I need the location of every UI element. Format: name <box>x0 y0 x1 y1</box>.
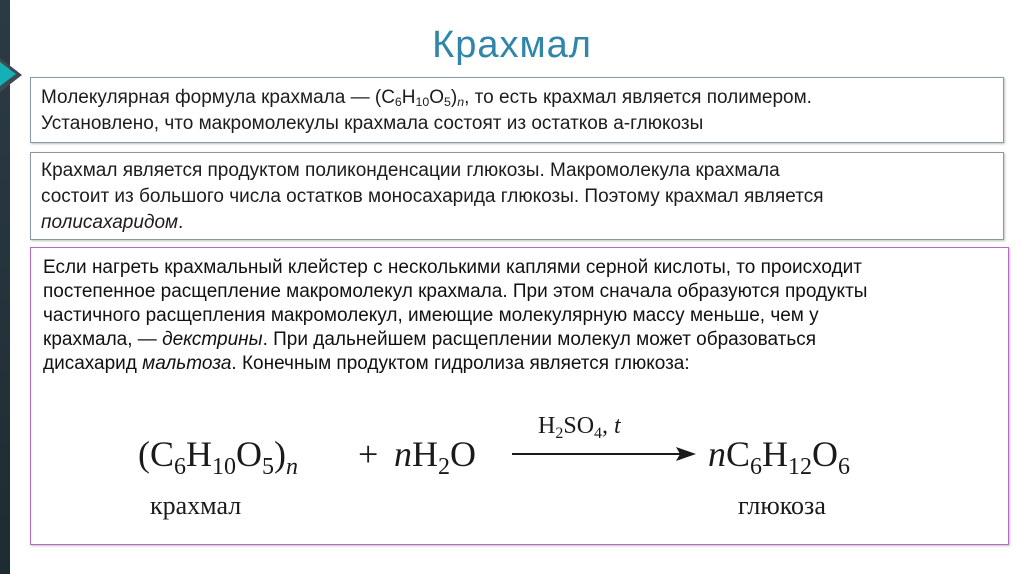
reaction-condition: $H_2SO_4$, t <box>538 413 621 442</box>
formula-close-paren: ) <box>450 87 458 108</box>
formula-subscript-n: n <box>457 95 465 110</box>
dextrin-term: декстрины <box>162 329 263 350</box>
formula-text-start: Молекулярная формула крахмала — (С <box>41 87 395 108</box>
hydrolysis-line-2: постепенное расщепление макромолекул крахмала. При этом сначала образуются продукты <box>43 281 868 302</box>
polysaccharide-line-2: состоит из большого числа остатков моносахарида глюкозы. Поэтому крахмал является <box>41 186 824 207</box>
plus-sign: + <box>358 434 379 474</box>
polysaccharide-line-3 <box>41 210 993 236</box>
hydrolysis-line-1: Если нагреть крахмальный клейстер с несколькими каплями серной кислоты, то происходит <box>43 257 862 278</box>
polysaccharide-term: полисахаридом <box>41 212 179 233</box>
formula-box <box>30 77 1004 143</box>
maltose-term: мальтоза <box>142 353 232 374</box>
reactant-starch-formula: $(C_6H_{10}O_5)_n$ <box>138 434 298 480</box>
polysaccharide-line-1: Крахмал является продуктом поликонденсации глюкозы. Макромолекула крахмала <box>41 160 780 181</box>
dextrin-prefix: крахмала, — <box>43 329 163 350</box>
formula-subscript-o: 5 <box>444 95 451 110</box>
formula-subscript-c: 6 <box>394 95 402 110</box>
polysaccharide-box <box>30 152 1004 240</box>
product-glucose-formula: $nC_6H_{12}O_6$ <box>708 434 851 480</box>
formula-text-o: О <box>429 87 445 108</box>
formula-text-end: , то есть крахмал является полимером. <box>464 87 812 108</box>
formula-subscript-h: 10 <box>415 95 430 110</box>
hydrolysis-line-4 <box>43 328 996 352</box>
formula-text-h: Н <box>401 87 416 108</box>
maltose-suffix: . Конечным продуктом гидролиза является глюкоза: <box>231 353 690 374</box>
slide-title: Крахмал <box>432 24 592 66</box>
hydrolysis-line-3: частичного расщепления макромолекул, имеющие молекулярную массу меньше, чем у <box>43 305 819 326</box>
maltose-prefix: дисахарид <box>43 353 143 374</box>
label-glucose: глюкоза <box>738 491 826 520</box>
hydrolysis-box <box>30 247 1009 545</box>
reactant-water-formula: $nH_2O$ <box>394 434 476 480</box>
label-starch: крахмал <box>150 491 242 520</box>
polysaccharide-period: . <box>178 212 184 233</box>
glucose-residue-line: Установлено, что макромолекулы крахмала состоят из остатков а-глюкозы <box>41 113 704 134</box>
hydrolysis-line-5 <box>43 352 996 376</box>
dextrin-suffix: . При дальнейшем расщеплении молекул может образоваться <box>262 329 817 350</box>
formula-line <box>41 85 993 111</box>
